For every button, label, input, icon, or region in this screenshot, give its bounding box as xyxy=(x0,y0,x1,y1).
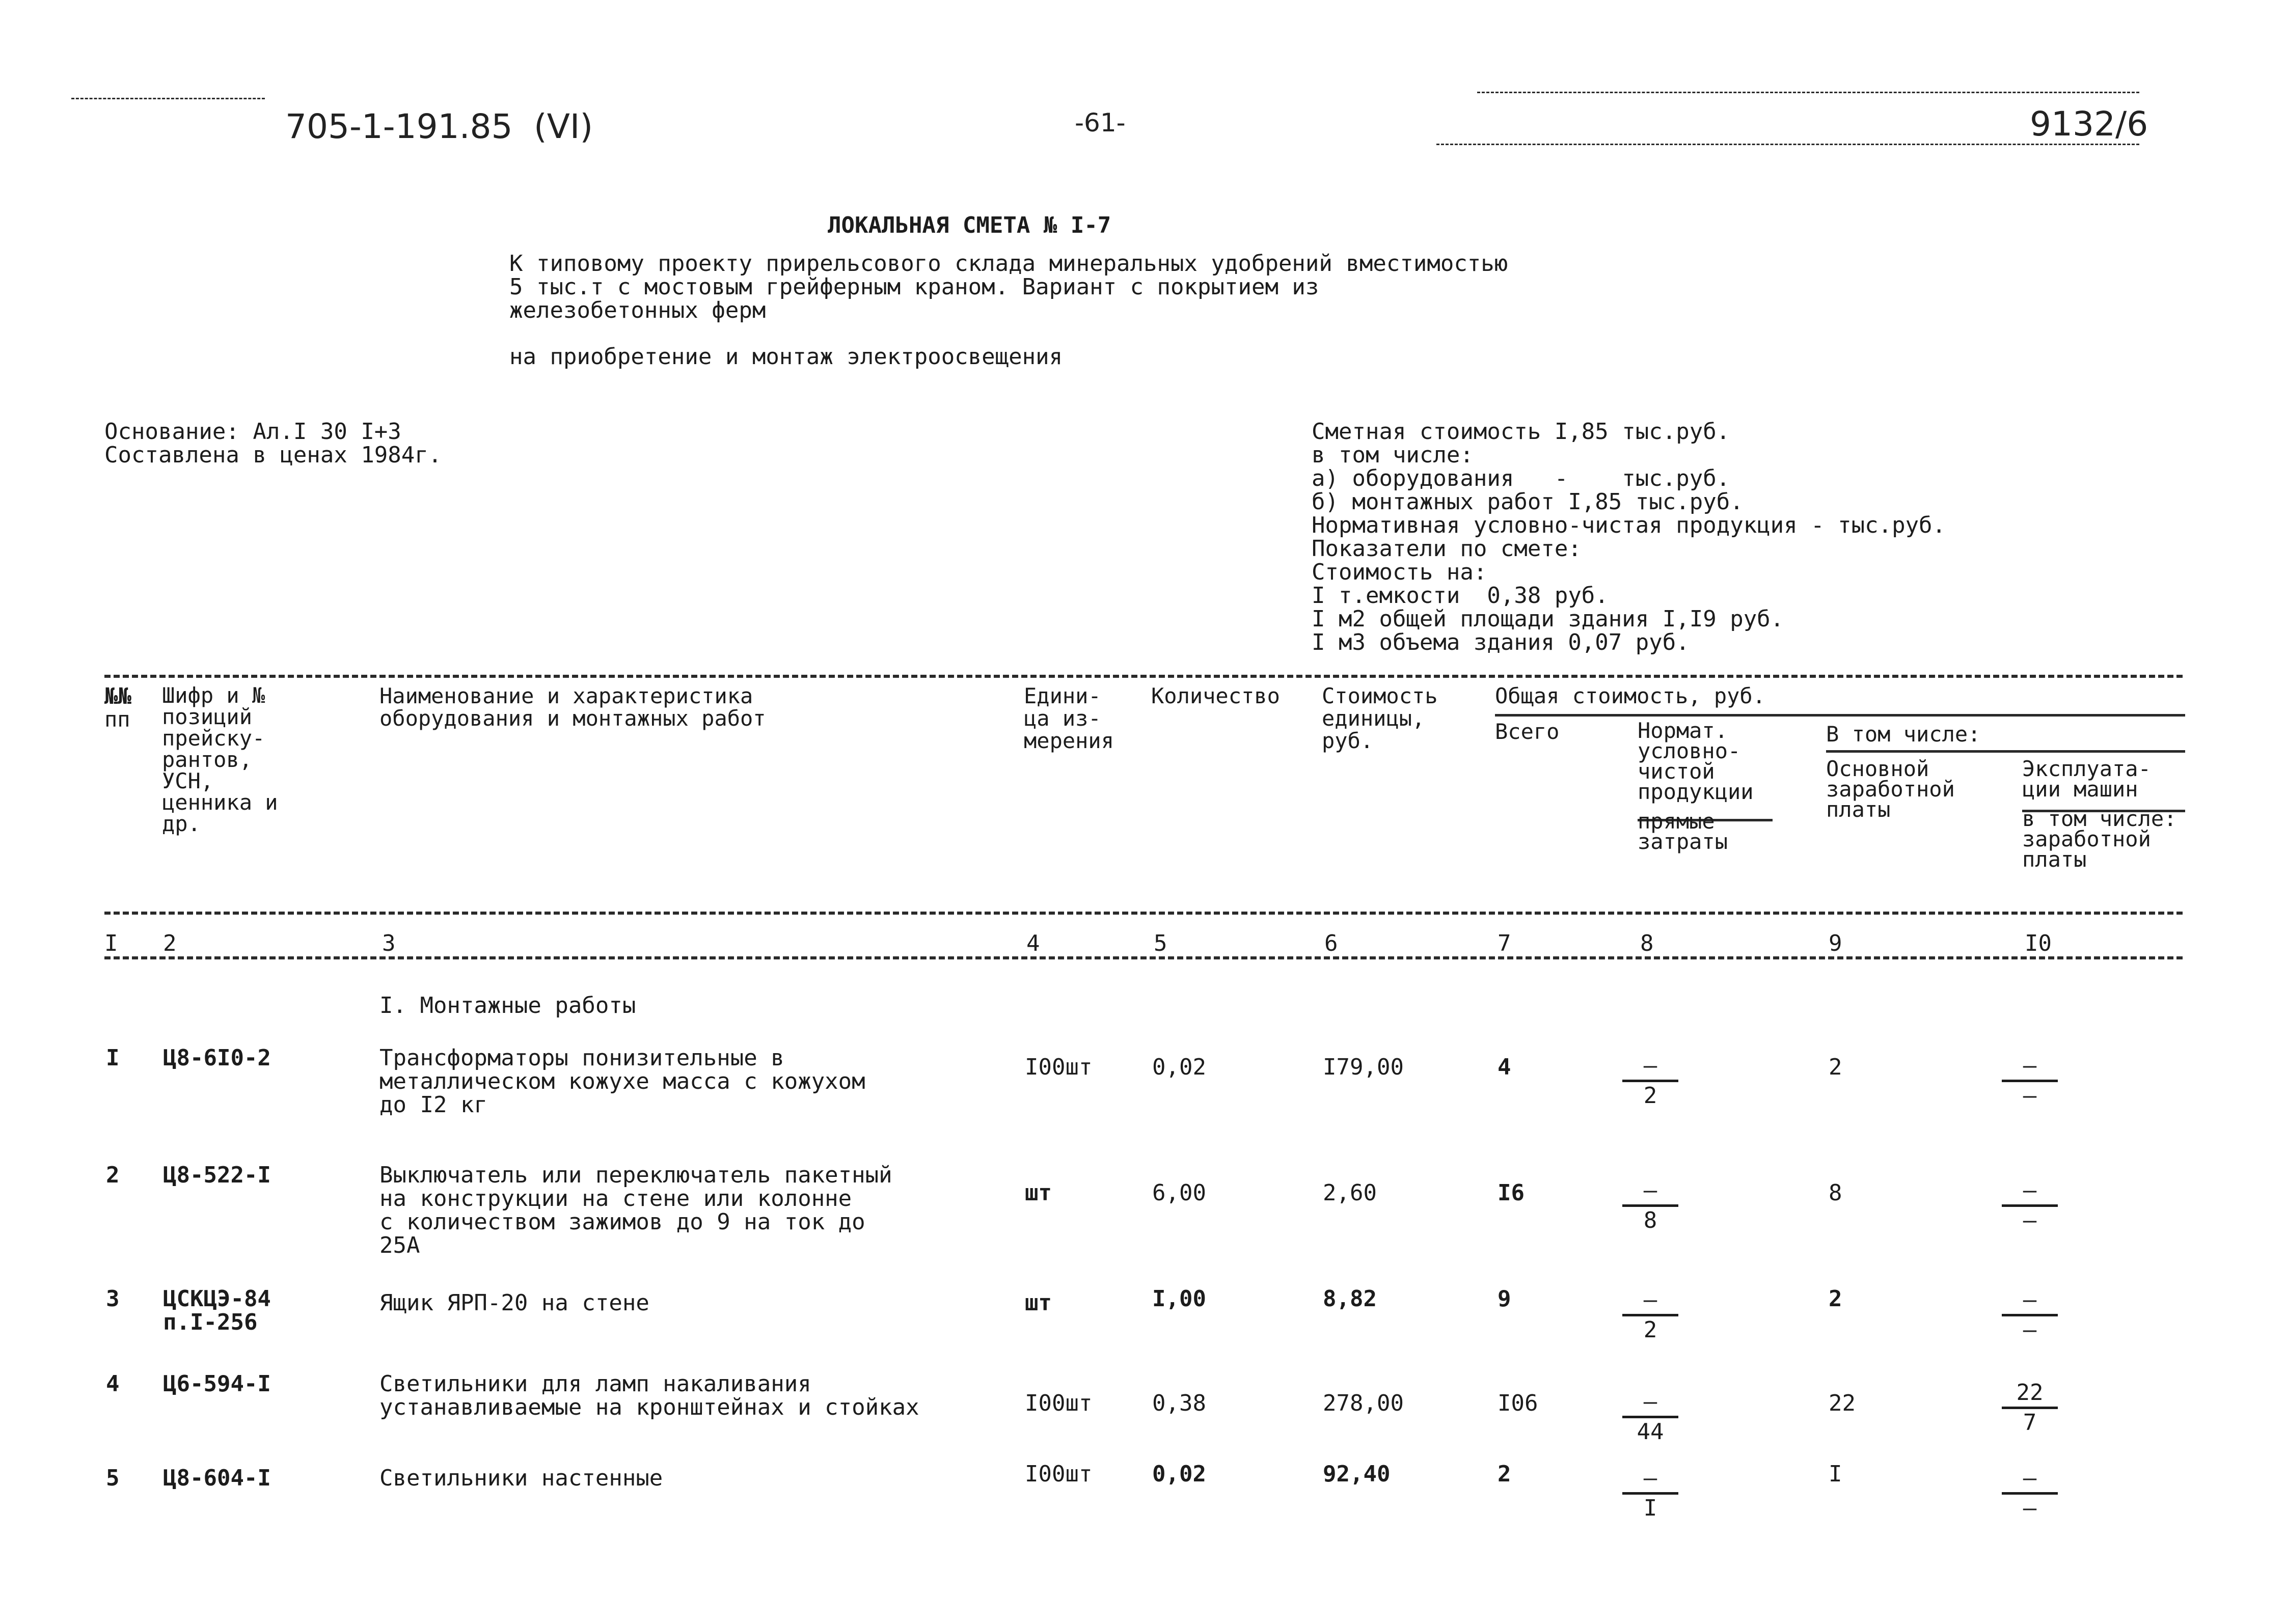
row-c8-bottom: I xyxy=(1643,1495,1657,1521)
cost-summary-line: Нормативная условно-чистая продукция - тыс.руб. xyxy=(1312,512,1946,538)
row-c10-top: – xyxy=(2023,1465,2037,1491)
row-c10-top: – xyxy=(2023,1053,2037,1079)
row-qty: I,00 xyxy=(1152,1286,1206,1312)
row-c10-bottom: 7 xyxy=(2023,1410,2037,1436)
total-group-underline xyxy=(1495,714,2185,717)
row-total: 9 xyxy=(1498,1286,1511,1312)
cost-summary xyxy=(1312,420,1946,654)
row-c10-fraction xyxy=(2002,1288,2058,1342)
cost-summary-line: б) монтажных работ I,85 тыс.руб. xyxy=(1312,489,1744,515)
row-total: I06 xyxy=(1498,1390,1538,1416)
row-code: п.I-256 xyxy=(163,1309,258,1335)
col-number-3: 3 xyxy=(382,930,396,956)
row-unit: шт xyxy=(1025,1290,1052,1316)
row-name-line: Светильники для ламп накаливания xyxy=(379,1371,811,1397)
header-col8-line: условно- xyxy=(1638,738,1741,763)
cost-summary-line: I м2 общей площади здания I,I9 руб. xyxy=(1312,606,1784,632)
header-col1 xyxy=(104,685,131,731)
header-col8-line: затраты xyxy=(1638,829,1728,854)
row-no: I xyxy=(106,1045,120,1071)
header-col4-line: мерения xyxy=(1024,728,1114,753)
row-c10-bottom: – xyxy=(2023,1317,2037,1343)
row-name-line: Светильники настенные xyxy=(379,1465,663,1491)
row-c8-bottom: 44 xyxy=(1637,1419,1664,1445)
cost-summary-line: а) оборудования - тыс.руб. xyxy=(1312,465,1730,491)
subtitle-line-3: железобетонных ферм xyxy=(509,297,766,323)
header-col8-line: прямые xyxy=(1638,809,1715,834)
cost-summary-line: Стоимость на: xyxy=(1312,559,1487,585)
header-col9-line: платы xyxy=(1826,797,1891,822)
row-c8-fraction xyxy=(1622,1288,1678,1342)
row-c8-top: – xyxy=(1643,1389,1657,1415)
header-col2-line: прейску- xyxy=(162,726,265,751)
header-col8 xyxy=(1638,718,1754,854)
cost-summary-line: I т.емкости 0,38 руб. xyxy=(1312,583,1609,609)
row-code: Ц8-604-I xyxy=(163,1465,271,1491)
row-c8-fraction xyxy=(1622,1054,1678,1108)
header-col3-line: Наименование и характеристика xyxy=(379,683,753,708)
cost-summary-line: I м3 объема здания 0,07 руб. xyxy=(1312,629,1690,655)
row-no: 2 xyxy=(106,1162,120,1188)
row-unit: шт xyxy=(1025,1180,1052,1206)
row-name-line: Трансформаторы понизительные в xyxy=(379,1045,784,1071)
header-col9 xyxy=(1826,756,1955,822)
row-c8-bottom: 8 xyxy=(1643,1207,1657,1233)
row-code: Ц6-594-I xyxy=(163,1371,271,1397)
row-c10-fraction xyxy=(2002,1467,2058,1520)
header-col3 xyxy=(379,685,766,730)
header-col10-line: в том числе: xyxy=(2022,806,2177,831)
header-col6 xyxy=(1322,685,1438,752)
header-col2-line: УСН, xyxy=(162,768,214,793)
header-col2-line: позиций xyxy=(162,704,253,729)
row-name-line: Выключатель или переключатель пакетный xyxy=(379,1162,892,1188)
header-col10-line: заработной xyxy=(2022,827,2151,851)
header-col6-line: руб. xyxy=(1322,728,1374,753)
row-name-line: устанавливаемые на кронштейнах и стойках xyxy=(379,1394,919,1420)
header-col4-line: ца из- xyxy=(1024,706,1101,731)
row-price: 278,00 xyxy=(1323,1390,1404,1416)
row-c10-top: – xyxy=(2023,1287,2037,1313)
header-col10-line: Эксплуата- xyxy=(2022,756,2151,781)
row-unit: I00шт xyxy=(1025,1461,1093,1487)
row-c9: 2 xyxy=(1829,1286,1842,1312)
row-no: 4 xyxy=(106,1371,120,1397)
row-qty: 6,00 xyxy=(1152,1180,1206,1206)
col-number-4: 4 xyxy=(1026,930,1040,956)
row-c8-bottom: 2 xyxy=(1643,1317,1657,1343)
header-col2-line: Шифр и № xyxy=(162,683,265,708)
col-number-1: I xyxy=(104,930,118,956)
header-col2-line: др. xyxy=(162,811,201,836)
row-c9: I xyxy=(1829,1461,1842,1487)
row-code: Ц8-6I0-2 xyxy=(163,1045,271,1071)
row-no: 3 xyxy=(106,1286,120,1312)
row-no: 5 xyxy=(106,1465,120,1491)
header-col4 xyxy=(1024,685,1114,752)
header-col10-line: ции машин xyxy=(2022,777,2138,802)
row-price: I79,00 xyxy=(1323,1054,1404,1080)
row-name-line: с количеством зажимов до 9 на ток до xyxy=(379,1209,865,1235)
row-price: 8,82 xyxy=(1323,1286,1377,1312)
col-number-6: 6 xyxy=(1324,930,1338,956)
row-name-line: Ящик ЯРП-20 на стене xyxy=(379,1290,649,1316)
row-c10-bottom: – xyxy=(2023,1207,2037,1233)
row-total: 2 xyxy=(1498,1461,1511,1487)
row-c8-top: – xyxy=(1643,1465,1657,1491)
header-col8-line: продукции xyxy=(1638,779,1754,804)
subtitle-line-2: 5 тыс.т с мостовым грейферным краном. Вариант с покрытием из xyxy=(509,274,1319,300)
row-name-line: до I2 кг xyxy=(379,1092,487,1118)
basis-line-1: Основание: Ал.I 30 I+3 xyxy=(104,419,401,445)
archive-number: 9132/6 xyxy=(2030,104,2148,144)
col-number-5: 5 xyxy=(1154,930,1167,956)
top-scan-line-far-right xyxy=(1436,144,2139,145)
header-col10 xyxy=(2022,756,2177,872)
header-col4-line: Едини- xyxy=(1024,683,1101,708)
table-header-bottom-rule xyxy=(104,912,2183,915)
row-total: I6 xyxy=(1498,1180,1525,1206)
page-number: -61- xyxy=(1075,108,1126,137)
row-c8-fraction xyxy=(1622,1390,1678,1444)
header-total-group: Общая стоимость, руб. xyxy=(1495,683,1766,708)
cost-summary-line: Сметная стоимость I,85 тыс.руб. xyxy=(1312,419,1730,445)
cost-summary-line: Показатели по смете: xyxy=(1312,536,1582,562)
header-col7: Всего xyxy=(1495,719,1560,744)
row-c10-fraction xyxy=(2002,1179,2058,1232)
document-title: ЛОКАЛЬНАЯ СМЕТА № I-7 xyxy=(828,212,1111,238)
header-col2-line: ценника и xyxy=(162,790,278,815)
row-c9: 8 xyxy=(1829,1180,1842,1206)
row-code: Ц8-522-I xyxy=(163,1162,271,1188)
row-name-line: 25А xyxy=(379,1232,420,1258)
row-name-line: металлическом кожухе масса с кожухом xyxy=(379,1068,865,1094)
row-c10-top: 22 xyxy=(2016,1380,2044,1406)
top-scan-line-right xyxy=(1477,92,2139,93)
header-incl-group: В том числе: xyxy=(1826,722,1981,747)
row-total: 4 xyxy=(1498,1054,1511,1080)
basis-line-2: Составлена в ценах 1984г. xyxy=(104,442,442,468)
header-col8-line: Нормат. xyxy=(1638,718,1728,743)
row-c10-top: – xyxy=(2023,1177,2037,1203)
row-qty: 0,38 xyxy=(1152,1390,1206,1416)
header-col1-line: пп xyxy=(104,707,130,732)
row-name-line: на конструкции на стене или колонне xyxy=(379,1186,852,1212)
row-c10-fraction xyxy=(2002,1054,2058,1108)
row-c10-bottom: – xyxy=(2023,1495,2037,1521)
row-unit: I00шт xyxy=(1025,1390,1093,1416)
doc-number: 705-1-191.85 xyxy=(285,107,513,146)
table-top-rule xyxy=(104,675,2183,678)
col-number-7: 7 xyxy=(1498,930,1511,956)
header-col1-line: №№ xyxy=(104,683,131,709)
col-number-10: I0 xyxy=(2025,930,2052,956)
purpose-line: на приобретение и монтаж электроосвещения xyxy=(509,344,1063,370)
header-col2 xyxy=(162,685,278,835)
col-number-2: 2 xyxy=(163,930,177,956)
row-c10-bottom: – xyxy=(2023,1083,2037,1109)
col-number-9: 9 xyxy=(1829,930,1842,956)
top-scan-line-left xyxy=(71,98,265,99)
row-c9: 2 xyxy=(1829,1054,1842,1080)
col-number-8: 8 xyxy=(1640,930,1654,956)
incl-group-underline xyxy=(1826,750,2185,753)
header-col9-line: Основной xyxy=(1826,756,1929,781)
row-c8-fraction xyxy=(1622,1179,1678,1232)
header-col6-line: Стоимость xyxy=(1322,683,1438,708)
row-qty: 0,02 xyxy=(1152,1054,1206,1080)
issue-mark: (VI) xyxy=(534,107,593,146)
row-price: 2,60 xyxy=(1323,1180,1377,1206)
row-c8-bottom: 2 xyxy=(1643,1083,1657,1109)
row-c8-top: – xyxy=(1643,1287,1657,1313)
header-col8-line: чистой xyxy=(1638,759,1715,784)
header-col10-line: платы xyxy=(2022,847,2087,872)
section-title: I. Монтажные работы xyxy=(379,993,636,1019)
row-unit: I00шт xyxy=(1025,1054,1093,1080)
header-col3-line: оборудования и монтажных работ xyxy=(379,706,766,731)
row-c8-top: – xyxy=(1643,1177,1657,1203)
header-col6-line: единицы, xyxy=(1322,706,1425,731)
row-c8-top: – xyxy=(1643,1053,1657,1079)
row-c9: 22 xyxy=(1829,1390,1856,1416)
header-col9-line: заработной xyxy=(1826,777,1955,802)
cost-summary-line: в том числе: xyxy=(1312,442,1474,468)
col-numbers-rule xyxy=(104,956,2183,959)
header-col2-line: рантов, xyxy=(162,747,253,772)
row-c10-fraction xyxy=(2002,1381,2058,1435)
row-price: 92,40 xyxy=(1323,1461,1391,1487)
row-code: ЦСКЦЭ-84 xyxy=(163,1286,271,1312)
row-qty: 0,02 xyxy=(1152,1461,1206,1487)
row-c8-fraction xyxy=(1622,1467,1678,1520)
header-col5: Количество xyxy=(1151,683,1280,708)
subtitle-line-1: К типовому проекту прирельсового склада минеральных удобрений вместимостью xyxy=(509,251,1508,277)
